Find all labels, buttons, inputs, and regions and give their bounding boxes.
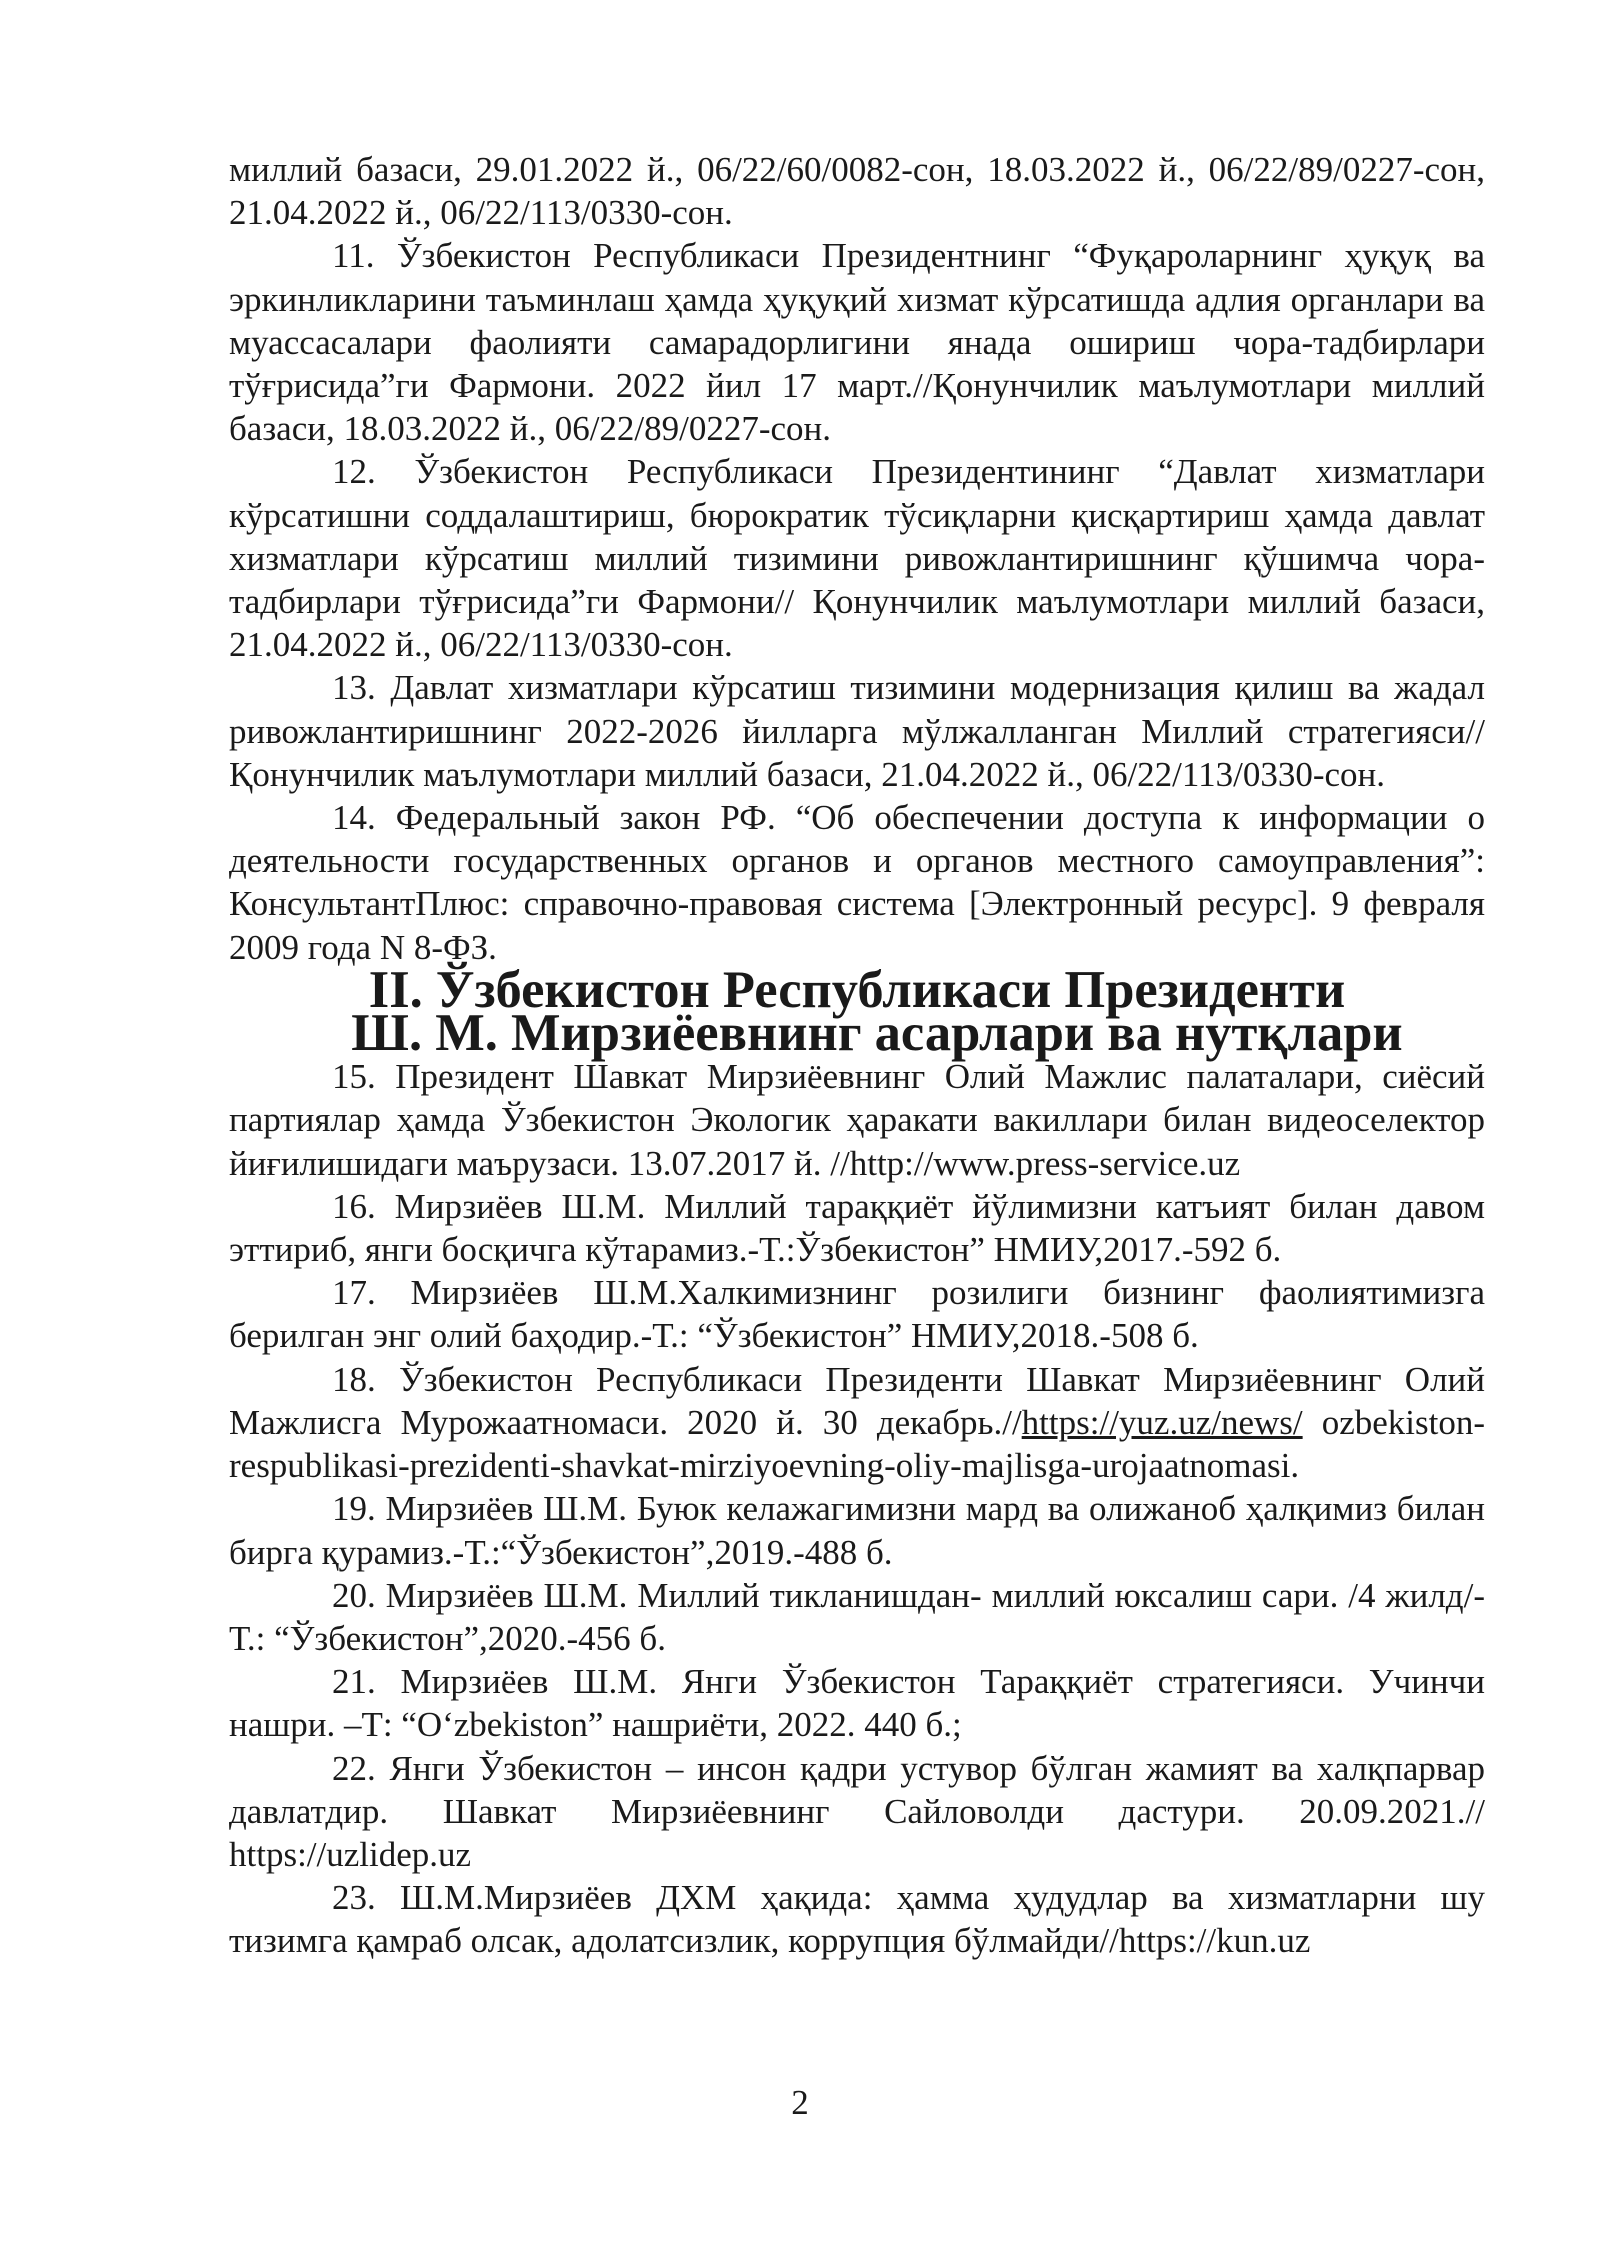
- reference-item-22: 22. Янги Ўзбекистон – инсон қадри устувор бўлган жамият ва халқпарвар давлатдир. Шавкат Мирзиёевнинг Сайловолди дастури. 20.09.2021.// https://uzlidep.uz: [229, 1748, 1485, 1874]
- reference-item-23: 23. Ш.М.Мирзиёев ДХМ ҳақида: ҳамма ҳудудлар ва хизматларни шу тизимга қамраб олсак, адолатсизлик, коррупция бўлмайди//https://kun.uz: [229, 1878, 1485, 1961]
- continuation-paragraph: миллий базаси, 29.01.2022 й., 06/22/60/0082-сон, 18.03.2022 й., 06/22/89/0227-сон, 21.04.2022 й., 06/22/113/0330-сон.: [229, 150, 1485, 233]
- reference-item-14: 14. Федеральный закон РФ. “Об обеспечении доступа к информации о деятельности государственных органов и органов местного самоуправления”: КонсультантПлюс: справочно-правовая система [Электронный ресурс]. 9 февраля 2009 года N 8-ФЗ.: [229, 798, 1485, 967]
- reference-item-12: 12. Ўзбекистон Республикаси Президентининг “Давлат хизматлари кўрсатишни соддалаштириш, бюрократик тўсиқларни қисқартириш ҳамда давлат хизматлари кўрсатиш миллий тизимини ривожлантиришнинг қўшимча чора-тадбирлари тўғрисида”ги Фармони// Қонунчилик маълумотлари миллий базаси, 21.04.2022 й., 06/22/113/0330-сон.: [229, 452, 1485, 665]
- reference-item-19: 19. Мирзиёев Ш.М. Буюк келажагимизни мард ва олижаноб ҳалқимиз билан бирга қурамиз.-Т.:“Ўзбекистон”,2019.-488 б.: [229, 1489, 1485, 1572]
- section-heading: [229, 960, 1485, 1063]
- page-number: 2: [791, 2083, 809, 2122]
- reference-item-18-text: 18. Ўзбекистон Республикаси Президенти Шавкат Мирзиёевнинг Олий Мажлисга Мурожаатномаси. 2020 й. 30 декабрь.//: [229, 1359, 1485, 1442]
- reference-item-20: 20. Мирзиёев Ш.М. Миллий тикланишдан- миллий юксалиш сари. /4 жилд/-Т.: “Ўзбекистон”,2020.-456 б.: [229, 1575, 1485, 1658]
- section-heading-line-2: Ш. М. Мирзиёевнинг асарлари ва нутқлари: [351, 1004, 1403, 1063]
- reference-item-11: 11. Ўзбекистон Республикаси Президентнинг “Фуқароларнинг ҳуқуқ ва эркинликларини таъминлаш ҳамда ҳуқуқий хизмат кўрсатишда адлия органлари ва муассасалари фаолияти самарадорлигини янада ошириш чора-тадбирлари тўғрисида”ги Фармони. 2022 йил 17 март.//Қонунчилик маълумотлари миллий базаси, 18.03.2022 й., 06/22/89/0227-сон.: [229, 236, 1485, 449]
- section-heading-line-1: II. Ўзбекистон Республикаси Президенти: [368, 960, 1346, 1019]
- reference-item-18-tail: ozbekiston-respublikasi-prezidenti-shavkat-mirziyoevning-oliy-majlisga-urojaatnomasi.: [229, 1402, 1485, 1486]
- reference-item-13: 13. Давлат хизматлари кўрсатиш тизимини модернизация қилиш ва жадал ривожлантиришнинг 2022-2026 йилларга мўлжалланган Миллий стратегияси//Қонунчилик маълумотлари миллий базаси, 21.04.2022 й., 06/22/113/0330-сон.: [229, 668, 1485, 794]
- reference-item-17: 17. Мирзиёев Ш.М.Халкимизнинг розилиги бизнинг фаолиятимизга берилган энг олий баҳодир.-Т.: “Ўзбекистон” НМИУ,2018.-508 б.: [229, 1273, 1485, 1356]
- yuz-news-link[interactable]: https://yuz.uz/news/: [1021, 1402, 1303, 1442]
- reference-item-18: [229, 1358, 1485, 1488]
- reference-item-15: 15. Президент Шавкат Мирзиёевнинг Олий Мажлис палаталари, сиёсий партиялар ҳамда Ўзбекистон Экологик ҳаракати вакиллари билан видеоселектор йиғилишидаги маърузаси. 13.07.2017 й. //http://www.press-service.uz: [229, 1057, 1485, 1183]
- document-page: [229, 148, 1485, 1963]
- reference-item-21: 21. Мирзиёев Ш.М. Янги Ўзбекистон Тараққиёт стратегияси. Учинчи нашри. –Т: “Oʻzbekiston” нашриёти, 2022. 440 б.;: [229, 1662, 1485, 1745]
- reference-item-16: 16. Мирзиёев Ш.М. Миллий тараққиёт йўлимизни катъият билан давом эттириб, янги босқичга кўтарамиз.-Т.:Ўзбекистон” НМИУ,2017.-592 б.: [229, 1186, 1485, 1270]
